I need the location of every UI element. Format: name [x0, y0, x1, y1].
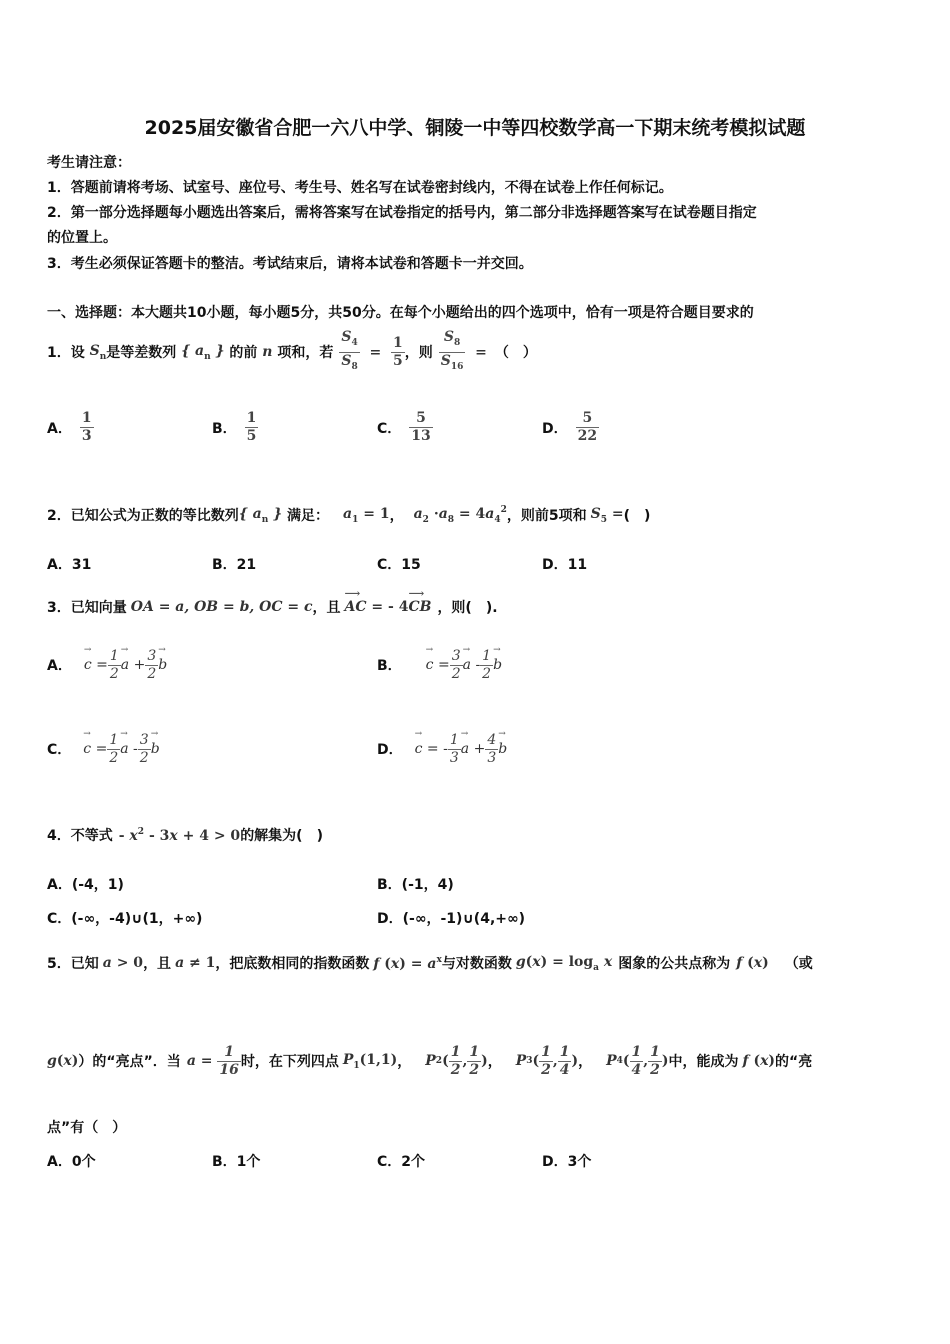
q3-option-b[interactable] — [377, 640, 502, 690]
q5-text: ）的“亮点”．当 — [78, 1054, 181, 1070]
q1-option-b[interactable] — [212, 410, 258, 445]
math-gx-short: g(x) — [47, 1053, 79, 1069]
q2-text: ，则前5项和 — [506, 508, 587, 524]
q1-text: ，则 — [404, 345, 433, 361]
option-fraction: $\frac{5}{22}$ — [577, 410, 598, 444]
math-condition: $a_2 \cdot a_8 = 4a_4^2$ — [413, 505, 507, 525]
option-label: A． — [47, 658, 72, 674]
q1-text: 项和，若 — [277, 345, 334, 361]
math-ratio-2: $\frac{S_8}{S_{16}}$ = — [439, 329, 487, 376]
option-fraction: $\frac{1}{5}$ — [246, 410, 257, 444]
math-a1: $a_1 = 1$ — [343, 505, 390, 525]
q2-paren: ( ) — [623, 508, 651, 524]
q5-option-c[interactable]: C．2个 — [377, 1154, 426, 1170]
q5-option-d[interactable]: D．3个 — [542, 1154, 592, 1170]
notice-item-2: 2．第一部分选择题每小题选出答案后，需将答案写在试卷指定的括号内，第二部分非选择题答案写在试卷题目指定 — [47, 205, 757, 221]
option-label: C． — [47, 742, 72, 758]
math-ratio: $\frac{S_4}{S_8}$ = $\frac{1}{5}$ — [339, 329, 404, 376]
question-number: 1． — [47, 345, 71, 361]
q1-option-a[interactable] — [47, 410, 94, 445]
notice-item-2-cont: 的位置上。 — [47, 230, 117, 246]
section-heading: 一、选择题：本大题共10小题，每小题5分，共50分。在每个小题给出的四个选项中，恰有一项是符合题目要求的 — [47, 305, 754, 321]
q5-text: 中，能成为 — [668, 1054, 739, 1070]
q3-option-d[interactable] — [377, 724, 507, 774]
q5-text: 时，在下列四点 — [240, 1054, 339, 1070]
q1-option-c[interactable] — [377, 410, 433, 445]
q5-option-a[interactable]: A．0个 — [47, 1154, 96, 1170]
math-an: { $a_n$ } — [176, 342, 230, 362]
point-p1: $P_1(1,1)$ — [342, 1051, 398, 1071]
q5-text: ， — [487, 1054, 502, 1070]
q5-text: （或 — [784, 956, 813, 972]
math-fx-short: f (x) — [742, 1053, 776, 1069]
q3-option-c[interactable] — [47, 724, 160, 774]
math-inequality: - $x^2 - 3x + 4 > 0$ — [118, 826, 241, 844]
q4-option-a[interactable]: A．(-4，1) — [47, 877, 124, 893]
option-formula: → c = $\frac{1}{2}$ → a + $\frac{3}{2}$ → b — [84, 648, 167, 683]
question-number: 4． — [47, 828, 71, 844]
q1-text: 设 — [70, 345, 85, 361]
q4-option-b[interactable]: B．(-1，4) — [377, 877, 454, 893]
option-formula: → c = $\frac{1}{2}$ → a - $\frac{3}{2}$ → b — [83, 732, 159, 767]
q2-option-c[interactable]: C．15 — [377, 557, 421, 573]
math-vectors: OA = a, OB = b, OC = c — [130, 599, 313, 615]
q5-text: ， — [397, 1054, 412, 1070]
question-2 — [47, 497, 650, 533]
math-sn: $S_n$ — [84, 342, 107, 362]
q5-text: ，把底数相同的指数函数 — [215, 956, 370, 972]
q5-text: 已知 — [70, 956, 99, 972]
question-number: 2． — [47, 508, 71, 524]
notice-item-3: 3．考生必须保证答题卡的整洁。考试结束后，请将本试卷和答题卡一并交回。 — [47, 256, 533, 272]
option-label: D． — [377, 742, 403, 758]
question-5-line-2 — [47, 1038, 812, 1084]
option-formula: → c = $\frac{3}{2}$ → a - $\frac{1}{2}$ → b — [426, 648, 502, 683]
math-a-value: a = $\frac{1}{16}$ — [186, 1043, 239, 1078]
q1-text: 的前 — [229, 345, 258, 361]
q1-option-d[interactable] — [542, 410, 599, 445]
notice-item-1: 1．答题前请将考场、试室号、座位号、考生号、姓名写在试卷密封线内，不得在试卷上作任何标记。 — [47, 180, 673, 196]
point-p2: P 2 ( $\frac{1}{2}$ , $\frac{1}{2}$ ) — [425, 1043, 488, 1078]
notice-heading: 考生请注意： — [47, 155, 131, 171]
question-3 — [47, 590, 498, 624]
option-label: D． — [542, 420, 568, 437]
question-5 — [47, 945, 813, 981]
q1-paren: （ ） — [494, 345, 537, 361]
q2-option-b[interactable]: B．21 — [212, 557, 257, 573]
point-p3: P 3 ( $\frac{1}{2}$ , $\frac{1}{4}$ ) — [515, 1043, 579, 1078]
page-title: 2025届安徽省合肥一六八中学、铜陵一中等四校数学高一下期末统考模拟试题 — [144, 117, 806, 139]
q2-text: ， — [389, 508, 404, 524]
math-gx: $g(x) = \log_a x$ — [515, 953, 613, 973]
q5-text: 图象的公共点称为 — [618, 956, 731, 972]
math-fx-short: f (x) — [736, 955, 769, 971]
question-4 — [47, 818, 323, 852]
q3-text: 已知向量 — [70, 600, 127, 616]
math-a-pos: a > 0 — [102, 955, 144, 971]
q2-option-d[interactable]: D．11 — [542, 557, 588, 573]
q3-option-a[interactable] — [47, 640, 167, 690]
q3-text: ，且 — [312, 600, 341, 616]
option-label: B． — [212, 420, 237, 437]
q4-option-c[interactable]: C．(-∞，-4)∪(1，+∞) — [47, 911, 203, 927]
math-n: n — [257, 344, 278, 360]
q5-option-b[interactable]: B．1个 — [212, 1154, 261, 1170]
q5-text: 的“亮 — [775, 1054, 813, 1070]
q4-option-d[interactable]: D．(-∞，-1)∪(4,+∞) — [377, 911, 526, 927]
q5-text: ， — [578, 1054, 593, 1070]
option-fraction: $\frac{5}{13}$ — [411, 410, 431, 444]
option-label: B． — [377, 658, 402, 674]
q2-text: 已知公式为正数的等比数列 — [70, 508, 239, 524]
option-label: A． — [47, 420, 72, 437]
math-an: { $a_n$ } — [238, 505, 288, 525]
q5-text: 与对数函数 — [441, 956, 512, 972]
math-vector-relation: ⟶ AC = - 4⟶ CB — [345, 599, 432, 615]
question-number: 3． — [47, 600, 71, 616]
question-number: 5． — [47, 956, 71, 972]
option-fraction: $\frac{1}{3}$ — [81, 410, 92, 444]
math-fx: f $(x) = a^x$ — [373, 954, 442, 972]
math-s5: $S_5$ = — [590, 505, 624, 525]
question-5-line-3: 点”有（ ） — [47, 1120, 127, 1136]
q4-text: 不等式 — [70, 828, 113, 844]
option-formula: → c = - $\frac{1}{3}$ → a + $\frac{4}{3}$ → b — [415, 732, 508, 767]
point-p4: P 4 ( $\frac{1}{4}$ , $\frac{1}{2}$ ) — [606, 1043, 669, 1078]
q4-text: 的解集为( ) — [240, 828, 323, 844]
q1-text: 是等差数列 — [106, 345, 177, 361]
q3-text: ，则( ). — [437, 600, 498, 616]
q2-option-a[interactable]: A．31 — [47, 557, 92, 573]
q5-text: ，且 — [143, 956, 172, 972]
math-a-neq: a ≠ 1 — [175, 955, 216, 971]
option-label: C． — [377, 420, 402, 437]
q2-text: 满足： — [287, 508, 330, 524]
question-1 — [47, 330, 537, 374]
